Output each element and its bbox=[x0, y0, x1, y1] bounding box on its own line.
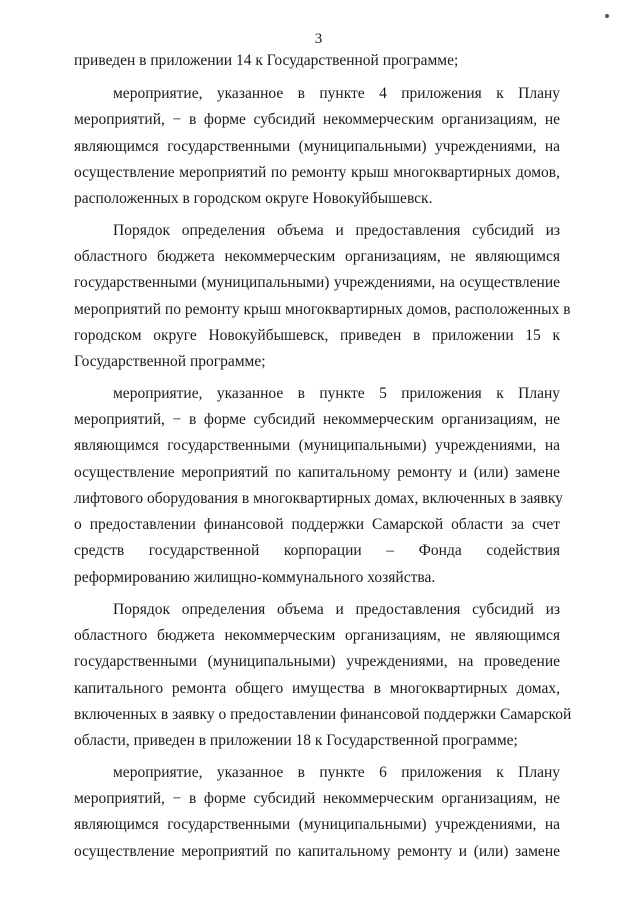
text-line: мероприятий, − в форме субсидий некоммерческим организациям, не bbox=[74, 411, 560, 428]
text-line: расположенных в городском округе Новокуйбышевск. bbox=[74, 190, 433, 207]
text-line: области, приведен в приложении 18 к Государственной программе; bbox=[74, 732, 518, 749]
text-line: государственными (муниципальными) учреждениями, на осуществление bbox=[74, 274, 560, 291]
text-line: являющимся государственными (муниципальными) учреждениями, на bbox=[74, 138, 560, 155]
text-line: реформированию жилищно-коммунального хозяйства. bbox=[74, 569, 436, 586]
text-line: капитального ремонта общего имущества в многоквартирных домах, bbox=[74, 680, 560, 697]
text-line: мероприятие, указанное в пункте 5 приложения к Плану bbox=[113, 385, 560, 402]
text-line: мероприятие, указанное в пункте 6 приложения к Плану bbox=[113, 764, 560, 781]
text-line: осуществление мероприятий по ремонту крыш многоквартирных домов, bbox=[74, 164, 560, 181]
text-line: осуществление мероприятий по капитальному ремонту и (или) замене bbox=[74, 464, 560, 481]
text-line: являющимся государственными (муниципальными) учреждениями, на bbox=[74, 437, 560, 454]
text-line: являющимся государственными (муниципальными) учреждениями, на bbox=[74, 816, 560, 833]
text-line: средств государственной корпорации – Фонда содействия bbox=[74, 542, 560, 559]
text-line: о предоставлении финансовой поддержки Самарской области за счет bbox=[74, 516, 560, 533]
text-line: Государственной программе; bbox=[74, 353, 266, 370]
text-line: городском округе Новокуйбышевск, приведен в приложении 15 к bbox=[74, 327, 560, 344]
text-line: включенных в заявку о предоставлении финансовой поддержки Самарской bbox=[74, 706, 572, 723]
page-number: 3 bbox=[314, 31, 323, 47]
text-line: государственными (муниципальными) учреждениями, на проведение bbox=[74, 653, 560, 670]
text-line: мероприятий, − в форме субсидий некоммерческим организациям, не bbox=[74, 111, 560, 128]
text-line: областного бюджета некоммерческим организациям, не являющимся bbox=[74, 627, 560, 644]
text-line: приведен в приложении 14 к Государственной программе; bbox=[74, 52, 459, 69]
text-line: Порядок определения объема и предоставления субсидий из bbox=[113, 222, 560, 239]
text-line: осуществление мероприятий по капитальному ремонту и (или) замене bbox=[74, 843, 560, 860]
scan-speck bbox=[605, 14, 609, 18]
text-line: лифтового оборудования в многоквартирных домах, включенных в заявку bbox=[74, 490, 563, 507]
text-line: мероприятий по ремонту крыш многоквартирных домов, расположенных в bbox=[74, 301, 571, 318]
text-line: Порядок определения объема и предоставления субсидий из bbox=[113, 601, 560, 618]
text-line: мероприятие, указанное в пункте 4 приложения к Плану bbox=[113, 85, 560, 102]
text-line: мероприятий, − в форме субсидий некоммерческим организациям, не bbox=[74, 790, 560, 807]
text-line: областного бюджета некоммерческим организациям, не являющимся bbox=[74, 248, 560, 265]
